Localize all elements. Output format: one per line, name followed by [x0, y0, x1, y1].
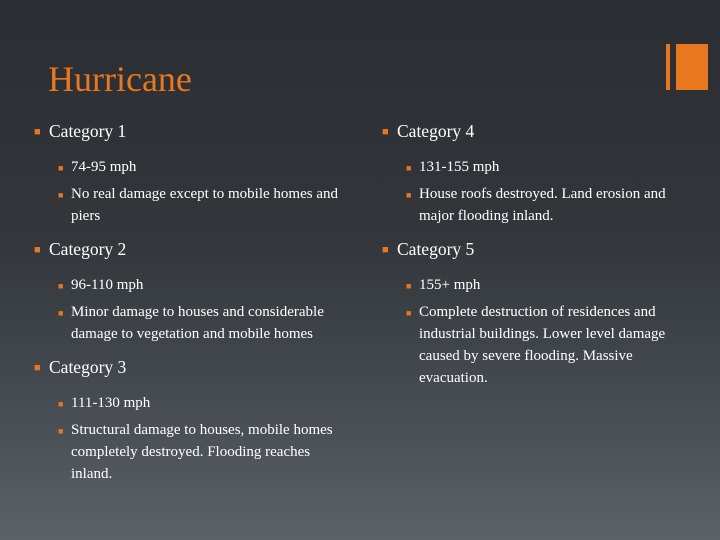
list-item: [58, 419, 344, 485]
category-label: Category 1: [49, 121, 127, 141]
square-bullet-icon: ■: [406, 308, 412, 318]
list-item: [406, 156, 672, 179]
list-item: [58, 392, 344, 415]
square-bullet-icon: ■: [58, 163, 64, 173]
square-bullet-icon: ■: [34, 362, 41, 374]
list-item: [58, 274, 344, 297]
wind-speed: 155+ mph: [419, 277, 481, 293]
square-bullet-icon: ■: [58, 190, 64, 200]
category-label: Category 4: [397, 121, 475, 141]
wind-speed: 96-110 mph: [71, 277, 144, 293]
category-label: Category 3: [49, 357, 127, 377]
square-bullet-icon: ■: [382, 244, 389, 256]
square-bullet-icon: ■: [406, 163, 412, 173]
square-bullet-icon: ■: [406, 190, 412, 200]
damage-description: Complete destruction of residences and industrial buildings. Lower level damage caused by severe flooding. Massive evacuation.: [419, 304, 666, 386]
square-bullet-icon: ■: [382, 126, 389, 138]
damage-description: Structural damage to houses, mobile homes completely destroyed. Flooding reaches inland.: [71, 422, 333, 482]
left-column: [34, 120, 344, 496]
list-item: [58, 183, 344, 227]
category-4-heading: [382, 120, 672, 143]
category-label: Category 2: [49, 239, 127, 259]
wind-speed: 74-95 mph: [71, 159, 137, 175]
square-bullet-icon: ■: [58, 308, 64, 318]
square-bullet-icon: ■: [34, 126, 41, 138]
category-1-details: [58, 156, 344, 227]
category-1-heading: [34, 120, 344, 143]
list-item: [58, 301, 344, 345]
right-column: [382, 120, 672, 400]
wind-speed: 131-155 mph: [419, 159, 500, 175]
square-bullet-icon: ■: [58, 426, 64, 436]
wind-speed: 111-130 mph: [71, 395, 151, 411]
damage-description: Minor damage to houses and considerable damage to vegetation and mobile homes: [71, 304, 324, 342]
accent-bar-thin: [666, 44, 670, 90]
category-3-details: [58, 392, 344, 485]
category-label: Category 5: [397, 239, 475, 259]
damage-description: No real damage except to mobile homes and piers: [71, 186, 338, 224]
list-item: [406, 274, 672, 297]
category-5-heading: [382, 238, 672, 261]
slide-title: Hurricane: [48, 59, 192, 99]
list-item: [406, 183, 672, 227]
category-3-heading: [34, 356, 344, 379]
category-2-heading: [34, 238, 344, 261]
square-bullet-icon: ■: [58, 281, 64, 291]
square-bullet-icon: ■: [34, 244, 41, 256]
category-4-details: [406, 156, 672, 227]
damage-description: House roofs destroyed. Land erosion and major flooding inland.: [419, 186, 666, 224]
square-bullet-icon: ■: [406, 281, 412, 291]
category-5-details: [406, 274, 672, 389]
list-item: [58, 156, 344, 179]
square-bullet-icon: ■: [58, 399, 64, 409]
accent-bar-thick: [676, 44, 708, 90]
category-2-details: [58, 274, 344, 345]
list-item: [406, 301, 672, 389]
